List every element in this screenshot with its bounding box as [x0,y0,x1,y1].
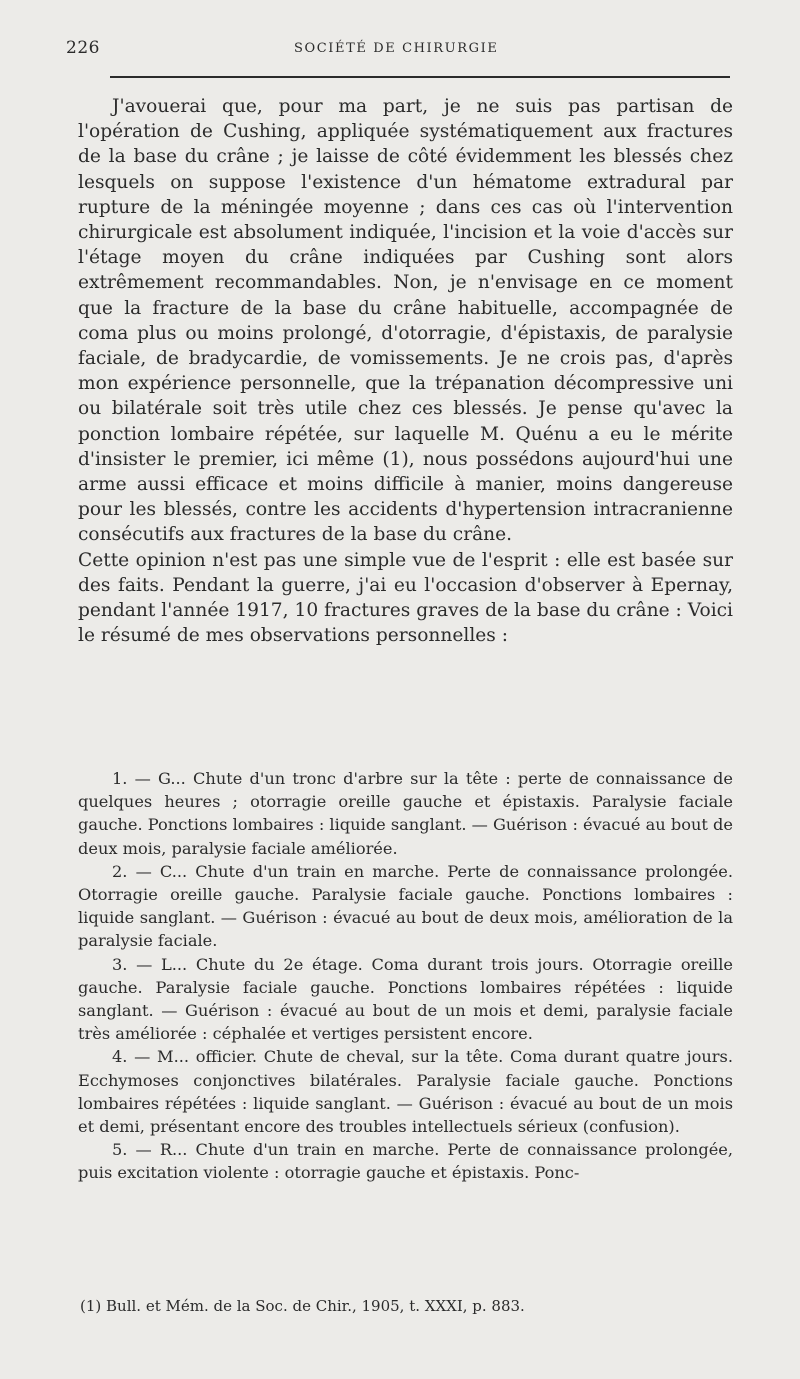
observation-item: 2. — C... Chute d'un train en marche. Perte de connaissance prolongée. Otorragie oreille gauche. Paralysie faciale gauche. Ponctions lombaires : liquide sanglant. — Guérison : évacué au bout de deux mois, amélioration de la paralysie faciale. [78,861,733,951]
footnote: (1) Bull. et Mém. de la Soc. de Chir., 1905, t. XXXI, p. 883. [80,1297,525,1315]
observation-item: 4. — M... officier. Chute de cheval, sur la tête. Coma durant quatre jours. Ecchymoses conjonctives bilatérales. Paralysie faciale gauche. Ponctions lombaires répétées : liquide sanglant. — Guérison : évacué au bout de un mois et demi, présentant encore des troubles intellectuels sérieux (confusion). [78,1047,733,1137]
paragraph: Cette opinion n'est pas une simple vue de l'esprit : elle est basée sur des faits. Pendant la guerre, j'ai eu l'occasion d'observer à Epernay, pendant l'année 1917, 10 fractures graves de la base du crâne : Voici le résumé de mes observations personnelles : [78,549,733,647]
observation-list [78,767,733,1185]
page-number: 226 [66,38,100,58]
page-header [66,38,736,68]
main-text [78,94,733,648]
observation-item: 3. — L... Chute du 2e étage. Coma durant trois jours. Otorragie oreille gauche. Paralysie faciale gauche. Ponctions lombaires répétées : liquide sanglant. — Guérison : évacué au bout de un mois et demi, paralysie faciale très améliorée : céphalée et vertiges persistent encore. [78,954,733,1044]
paragraph: J'avouerai que, pour ma part, je ne suis pas partisan de l'opération de Cushing, appliquée systématiquement aux fractures de la base du crâne ; je laisse de côté évidemment les blessés chez lesquels on suppose l'existence d'un hématome extradural par rupture de la méningée moyenne ; dans ces cas où l'intervention chirurgicale est absolument indiquée, l'incision et la voie d'accès sur l'étage moyen du crâne indiquées par Cushing sont alors extrêmement recommandables. Non, je n'envisage en ce moment que la fracture de la base du crâne habituelle, accompagnée de coma plus ou moins prolongé, d'otorragie, d'épistaxis, de paralysie faciale, de bradycardie, de vomissements. Je ne crois pas, d'après mon expérience personnelle, que la trépanation décompressive uni ou bilatérale soit très utile chez ces blessés. Je pense qu'avec la ponction lombaire répétée, sur laquelle M. Quénu a eu le mérite d'insister le premier, ici même (1), nous possédons aujourd'hui une arme aussi efficace et moins difficile à manier, moins dangereuse pour les blessés, contre les accidents d'hypertension intracranienne consécutifs aux fractures de la base du crâne. [78,96,733,546]
observation-item: 1. — G... Chute d'un tronc d'arbre sur la tête : perte de connaissance de quelques heures ; otorragie oreille gauche et épistaxis. Paralysie faciale gauche. Ponctions lombaires : liquide sanglant. — Guérison : évacué au bout de deux mois, paralysie faciale améliorée. [78,769,733,858]
running-head: SOCIÉTÉ DE CHIRURGIE [294,41,499,56]
header-rule [110,76,730,78]
observation-item: 5. — R... Chute d'un train en marche. Perte de connaissance prolongée, puis excitation violente : otorragie gauche et épistaxis. Ponc- [78,1140,733,1183]
